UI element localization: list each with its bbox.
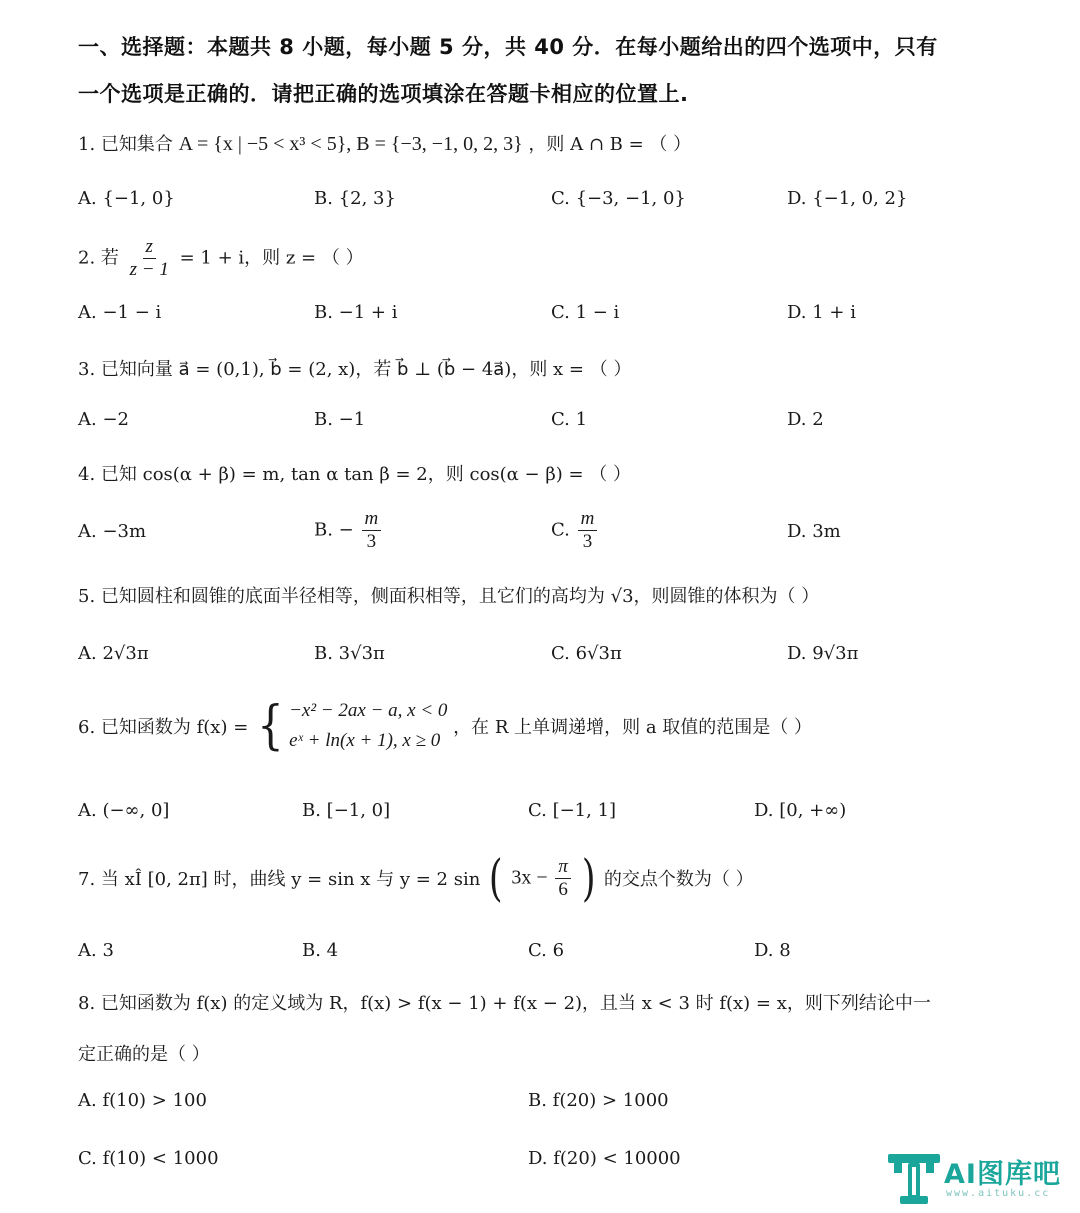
question-3-option-a: A. −2 xyxy=(78,409,129,430)
question-8-option-a: A. f(10) > 100 xyxy=(78,1090,207,1111)
question-8-option-c: C. f(10) < 1000 xyxy=(78,1148,219,1169)
question-6-piecewise: { −x² − 2ax − a, x < 0 eˣ + ln(x + 1), x ≥ 0 xyxy=(257,696,448,756)
section-header-line-1: 一、选择题：本题共 8 小题，每小题 5 分，共 40 分．在每小题给出的四个选项中，只有 xyxy=(78,35,938,59)
watermark-logo xyxy=(886,1150,1066,1210)
question-1-option-d: D. {−1, 0, 2} xyxy=(787,188,908,209)
question-5-stem: 5. 已知圆柱和圆锥的底面半径相等，侧面积相等，且它们的高均为 √3，则圆锥的体积为（ ） xyxy=(78,586,820,607)
watermark-brand: AI图库吧 xyxy=(944,1159,1061,1190)
question-3-option-d: D. 2 xyxy=(787,409,824,430)
section-header-line-2: 一个选项是正确的．请把正确的选项填涂在答题卡相应的位置上. xyxy=(78,82,689,106)
question-7-option-c: C. 6 xyxy=(528,940,565,961)
question-5-option-a: A. 2√3π xyxy=(78,643,149,664)
question-3-option-c: C. 1 xyxy=(551,409,588,430)
question-7-option-d: D. 8 xyxy=(754,940,791,961)
question-6-option-c: C. [−1, 1] xyxy=(528,800,617,821)
question-2-option-a: A. −1 − i xyxy=(78,302,162,323)
question-4-option-b: B. − $\frac{m}{3}$ xyxy=(314,508,383,553)
question-7-fraction: $\frac{\pi}{6}$ xyxy=(555,856,571,901)
question-2-fraction: $\frac{z}{z - 1}$ xyxy=(129,236,169,280)
question-2-option-b: B. −1 + i xyxy=(314,302,398,323)
question-1-stem: 1. 已知集合 A = {x | −5 < x³ < 5}, B = {−3, −1, 0, 2, 3} ，则 A ∩ B = （ ） xyxy=(78,133,692,155)
question-7-option-a: A. 3 xyxy=(78,940,114,961)
question-6-stem: 6. 已知函数为 f(x) = { −x² − 2ax − a, x < 0 eˣ + ln(x + 1), x ≥ 0 ，在 R 上单调递增，则 a 取值的范围是（ ） xyxy=(78,696,813,756)
question-8-option-d: D. f(20) < 10000 xyxy=(528,1148,681,1169)
watermark-url: www.aituku.cc xyxy=(946,1188,1051,1199)
question-7-option-b: B. 4 xyxy=(302,940,339,961)
question-2-stem: 2. 若 $\frac{z}{z - 1}$ = 1 + i，则 z = （ ） xyxy=(78,236,364,280)
question-4-stem: 4. 已知 cos(α + β) = m, tan α tan β = 2，则 cos(α − β) = （ ） xyxy=(78,464,632,485)
question-3-option-b: B. −1 xyxy=(314,409,366,430)
question-6-option-b: B. [−1, 0] xyxy=(302,800,391,821)
question-1-option-b: B. {2, 3} xyxy=(314,188,396,209)
question-1-math: A = {x | −5 < x³ < 5}, B = {−3, −1, 0, 2, 3} xyxy=(178,133,523,155)
question-5-option-c: C. 6√3π xyxy=(551,643,622,664)
question-7-stem: 7. 当 xÎ [0, 2π] 时，曲线 y = sin x 与 y = 2 sin ( 3x − $\frac{\pi}{6}$ ) 的交点个数为（ ） xyxy=(78,849,754,907)
question-4-option-c: C. $\frac{m}{3}$ xyxy=(551,508,599,553)
question-8-stem-line-1: 8. 已知函数为 f(x) 的定义域为 R，f(x) > f(x − 1) + f(x − 2)，且当 x < 3 时 f(x) = x，则下列结论中一 xyxy=(78,993,931,1014)
question-5-option-b: B. 3√3π xyxy=(314,643,385,664)
logo-icon xyxy=(886,1150,942,1208)
question-2-option-c: C. 1 − i xyxy=(551,302,620,323)
question-2-option-d: D. 1 + i xyxy=(787,302,856,323)
question-4-option-a: A. −3m xyxy=(78,521,147,542)
question-8-stem-line-2: 定正确的是（ ） xyxy=(78,1044,210,1065)
question-3-stem: 3. 已知向量 a⃗ = (0,1), b⃗ = (2, x)，若 b⃗ ⊥ (b⃗ − 4a⃗)，则 x = （ ） xyxy=(78,359,632,380)
question-4-option-d: D. 3m xyxy=(787,521,841,542)
question-6-option-a: A. (−∞, 0] xyxy=(78,800,170,821)
question-8-option-b: B. f(20) > 1000 xyxy=(528,1090,669,1111)
section-header xyxy=(78,24,1028,118)
question-1-option-a: A. {−1, 0} xyxy=(78,188,175,209)
question-1-option-c: C. {−3, −1, 0} xyxy=(551,188,686,209)
question-5-option-d: D. 9√3π xyxy=(787,643,859,664)
question-6-option-d: D. [0, +∞) xyxy=(754,800,847,821)
